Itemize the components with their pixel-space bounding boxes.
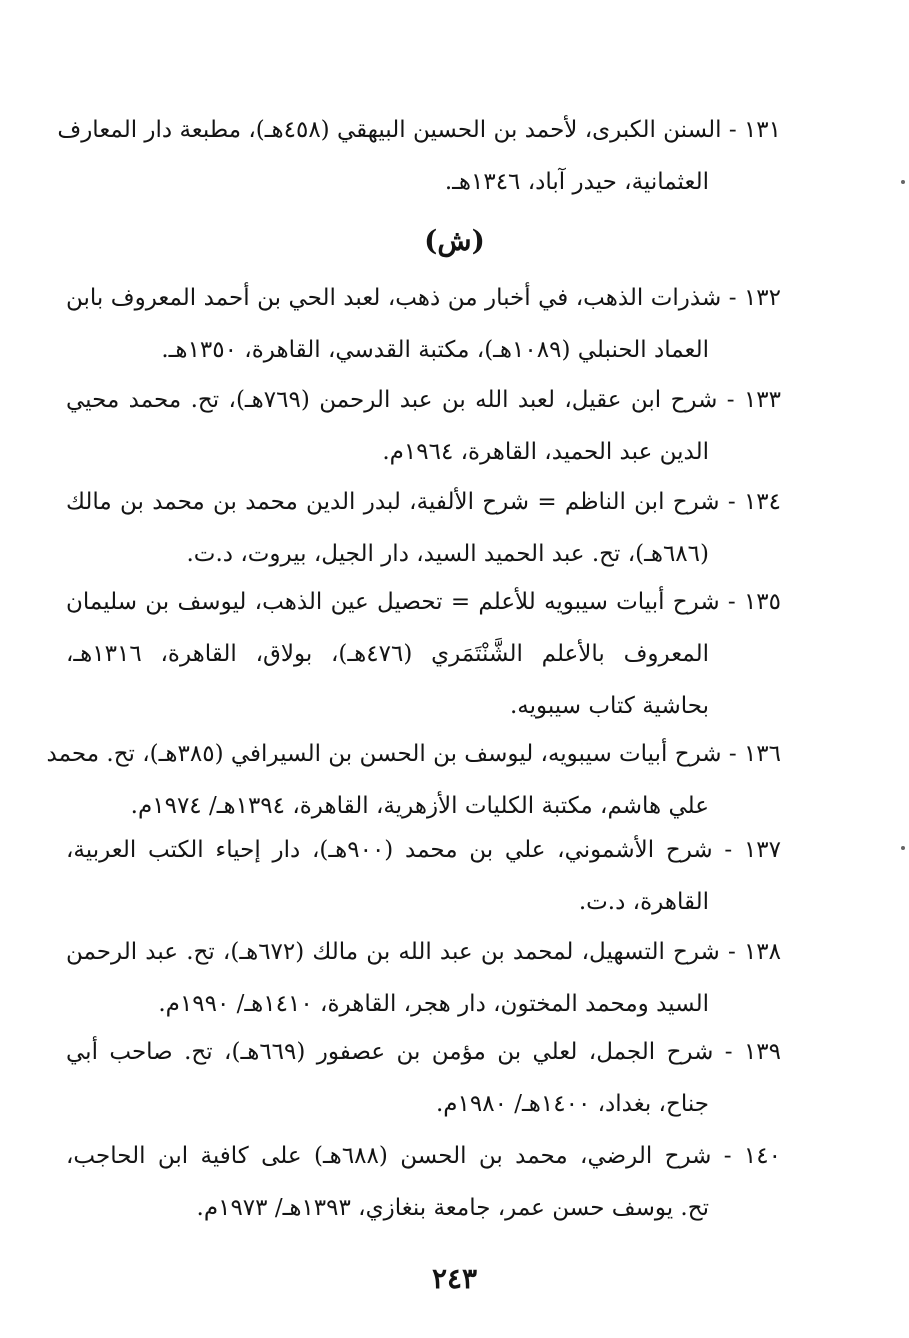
bibliography-entry-135 — [66, 576, 781, 732]
entry-line: القاهرة، د.ت. — [578, 889, 709, 915]
entry-line: جناح، بغداد، ١٤٠٠هـ/ ١٩٨٠م. — [435, 1091, 709, 1117]
entry-line: ١٣٨ - شرح التسهيل، لمحمد بن عبد الله بن مالك (٦٧٢هـ)، تح. عبد الرحمن — [66, 939, 782, 965]
entry-line: ١٣١ - السنن الكبرى، لأحمد بن الحسين البيهقي (٤٥٨هـ)، مطبعة دار المعارف — [57, 117, 781, 143]
bibliography-entry-137 — [66, 824, 781, 928]
entry-line: علي هاشم، مكتبة الكليات الأزهرية، القاهرة، ١٣٩٤هـ/ ١٩٧٤م. — [130, 793, 709, 819]
bibliography-entry-136 — [46, 728, 781, 832]
entry-line: السيد ومحمد المختون، دار هجر، القاهرة، ١٤١٠هـ/ ١٩٩٠م. — [158, 991, 709, 1017]
page-number: ٢٤٣ — [431, 1262, 478, 1295]
scan-speck — [901, 180, 905, 184]
entry-line: المعروف بالأعلم الشَّنْتَمَري (٤٧٦هـ)، بولاق، القاهرة، ١٣١٦هـ، — [66, 641, 709, 667]
entry-line: (٦٨٦هـ)، تح. عبد الحميد السيد، دار الجيل، بيروت، د.ت. — [186, 541, 709, 567]
entry-line: ١٣٣ - شرح ابن عقيل، لعبد الله بن عبد الرحمن (٧٦٩هـ)، تح. محمد محيي — [66, 387, 781, 413]
entry-line: ١٣٤ - شرح ابن الناظم = شرح الألفية، لبدر الدين محمد بن محمد بن مالك — [66, 489, 781, 515]
bibliography-entry-138 — [66, 926, 781, 1030]
entry-line: العماد الحنبلي (١٠٨٩هـ)، مكتبة القدسي، القاهرة، ١٣٥٠هـ. — [161, 337, 709, 363]
bibliography-entry-131 — [57, 104, 781, 208]
bibliography-entry-133 — [66, 374, 781, 478]
entry-line: ١٣٥ - شرح أبيات سيبويه للأعلم = تحصيل عين الذهب، ليوسف بن سليمان — [66, 589, 781, 615]
bibliography-entry-140 — [66, 1130, 781, 1234]
entry-line: ١٣٧ - شرح الأشموني، علي بن محمد (٩٠٠هـ)، دار إحياء الكتب العربية، — [66, 837, 781, 863]
bibliography-entry-139 — [66, 1026, 781, 1130]
scan-speck — [901, 846, 905, 850]
entry-line: العثمانية، حيدر آباد، ١٣٤٦هـ. — [444, 169, 709, 195]
bibliography-entry-132 — [66, 272, 781, 376]
entry-line: ١٤٠ - شرح الرضي، محمد بن الحسن (٦٨٨هـ) على كافية ابن الحاجب، — [66, 1143, 781, 1169]
bibliography-entry-134 — [66, 476, 781, 580]
entry-line: الدين عبد الحميد، القاهرة، ١٩٦٤م. — [382, 439, 709, 465]
section-heading: (ش) — [424, 224, 485, 257]
entry-line: تح. يوسف حسن عمر، جامعة بنغازي، ١٣٩٣هـ/ ١٩٧٣م. — [196, 1195, 709, 1221]
entry-line: ١٣٩ - شرح الجمل، لعلي بن مؤمن بن عصفور (٦٦٩هـ)، تح. صاحب أبي — [66, 1039, 782, 1065]
entry-line: بحاشية كتاب سيبويه. — [509, 693, 709, 719]
entry-line: ١٣٢ - شذرات الذهب، في أخبار من ذهب، لعبد الحي بن أحمد المعروف بابن — [66, 285, 781, 311]
entry-line: ١٣٦ - شرح أبيات سيبويه، ليوسف بن الحسن بن السيرافي (٣٨٥هـ)، تح. محمد — [46, 741, 781, 767]
